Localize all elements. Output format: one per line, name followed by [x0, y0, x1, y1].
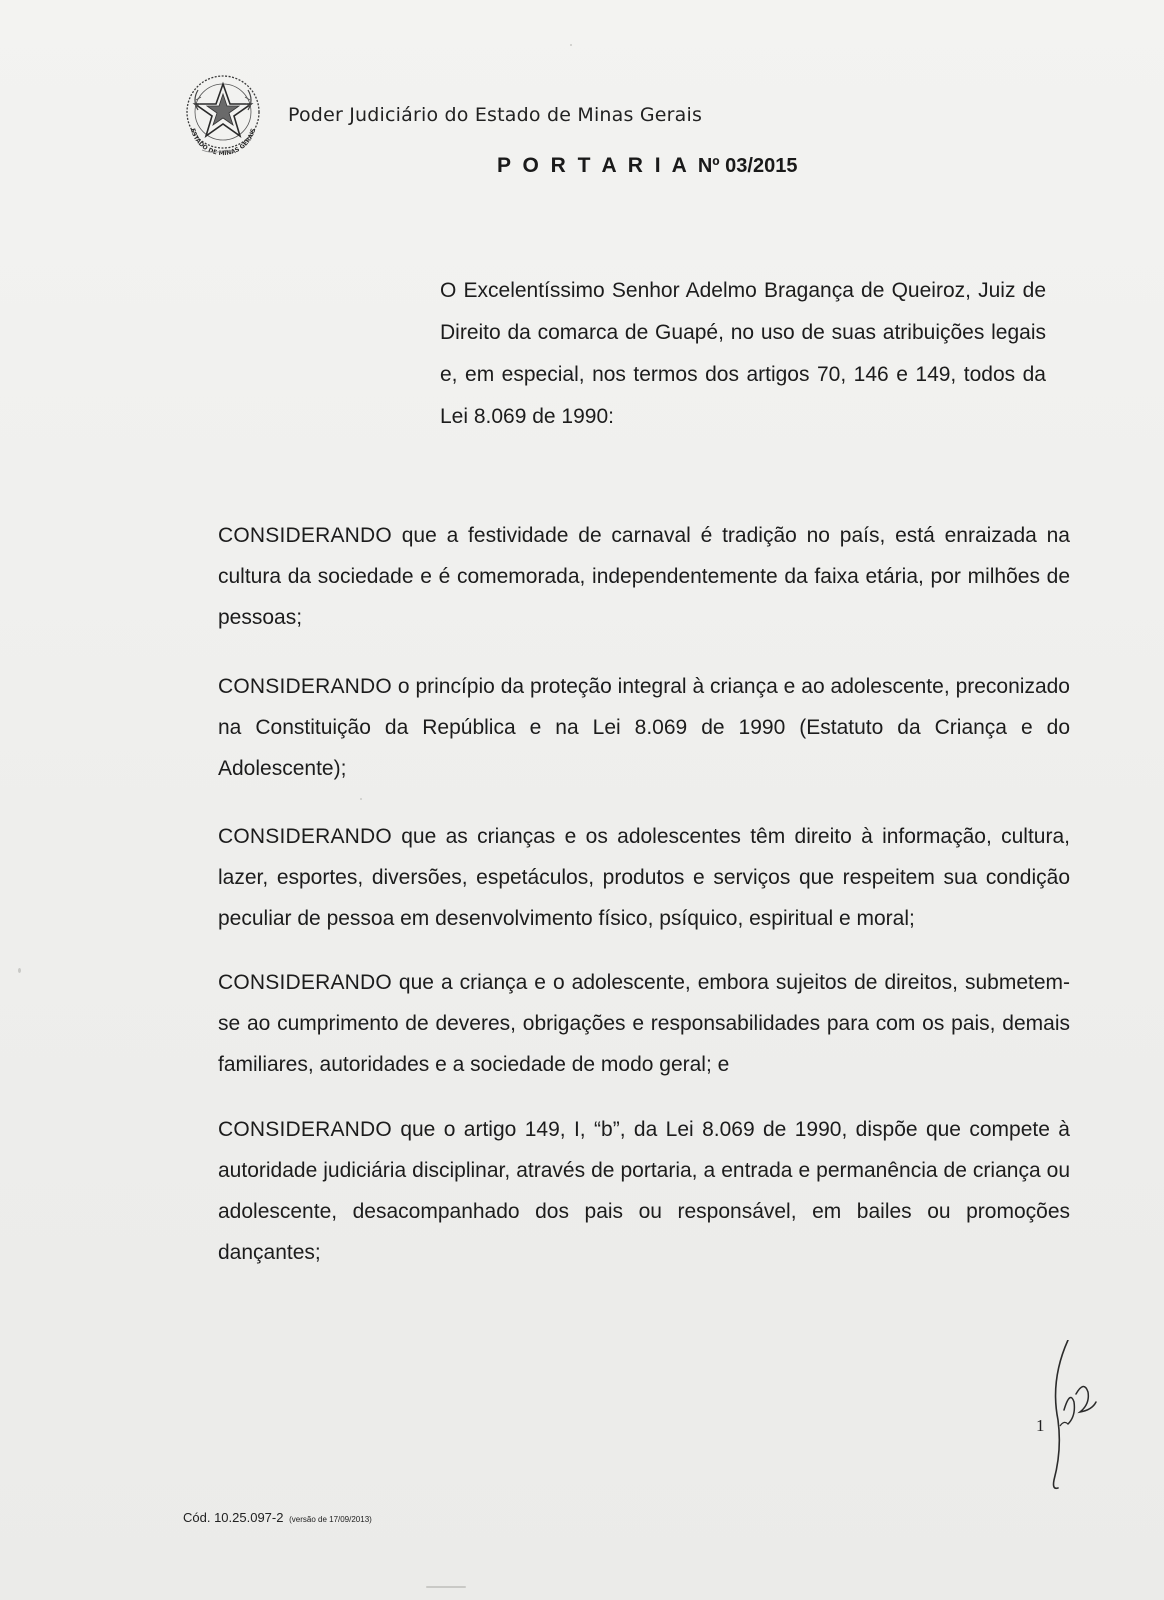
considerando-text: que a festividade de carnaval é tradição no país, está enraizada na cultura da sociedade e é comemorada, independentemente da faixa etária, por milhões de pessoas;	[218, 524, 1070, 629]
form-version: (versão de 17/09/2013)	[289, 1515, 372, 1524]
considerando-text: que a criança e o adolescente, embora sujeitos de direitos, submetem-se ao cumprimento de deveres, obrigações e responsabilidades para com os pais, demais familiares, autoridades e a sociedade de modo geral; e	[218, 971, 1071, 1076]
scan-speck	[570, 44, 572, 46]
considerando-text: que as crianças e os adolescentes têm direito à informação, cultura, lazer, esportes, diversões, espetáculos, produtos e serviços que respeitem sua condição peculiar de pessoa em desenvolvimento físico, psíquico, espiritual e moral;	[218, 825, 1070, 930]
portaria-title-word: P O R T A R I A	[497, 154, 690, 177]
considerando-keyword: CONSIDERANDO	[218, 1118, 392, 1141]
considerando-text: que o artigo 149, I, “b”, da Lei 8.069 de 1990, dispõe que compete à autoridade judiciária disciplinar, através de portaria, a entrada e permanência de criança ou adolescente, desacompanhado dos pais ou responsável, em bailes ou promoções dançantes;	[218, 1118, 1070, 1264]
preamble-paragraph: O Excelentíssimo Senhor Adelmo Bragança de Queiroz, Juiz de Direito da comarca de Guapé, no uso de suas atribuições legais e, em especial, nos termos dos artigos 70, 146 e 149, todos da Lei 8.069 de 1990:	[440, 279, 1046, 428]
scan-speck	[18, 968, 21, 973]
considerando-keyword: CONSIDERANDO	[218, 524, 392, 547]
scan-speck	[360, 798, 362, 800]
considerando-paragraph	[218, 1109, 1070, 1273]
considerando-keyword: CONSIDERANDO	[218, 971, 392, 994]
scan-speck	[426, 1586, 466, 1588]
organization-name: Poder Judiciário do Estado de Minas Gerais	[288, 104, 703, 126]
form-code	[183, 1510, 372, 1525]
form-code-number: Cód. 10.25.097-2	[183, 1510, 284, 1525]
considerandos-list	[218, 515, 1070, 1301]
considerando-paragraph	[218, 816, 1070, 939]
coat-of-arms-seal-icon	[176, 70, 270, 160]
portaria-title	[497, 154, 797, 178]
considerando-keyword: CONSIDERANDO	[218, 675, 392, 698]
considerando-paragraph	[218, 962, 1070, 1085]
considerando-keyword: CONSIDERANDO	[218, 825, 392, 848]
portaria-number: Nº 03/2015	[697, 155, 798, 177]
page-number: 1	[1036, 1416, 1045, 1435]
considerando-paragraph	[218, 515, 1070, 638]
svg-text:ESTADO DE MINAS GERAIS: ESTADO DE MINAS GERAIS	[188, 127, 258, 158]
considerando-paragraph	[218, 666, 1070, 789]
considerando-text: o princípio da proteção integral à criança e ao adolescente, preconizado na Constituição da República e na Lei 8.069 de 1990 (Estatuto da Criança e do Adolescente);	[218, 675, 1070, 780]
handwritten-initials-signature-icon	[1040, 1340, 1110, 1500]
